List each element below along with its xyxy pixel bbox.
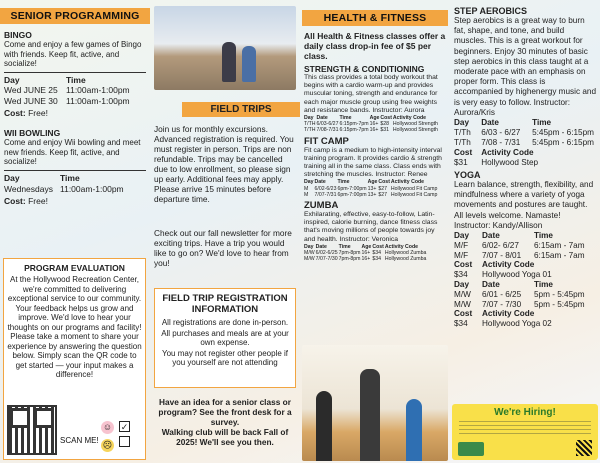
zumba-schedule	[304, 244, 427, 263]
cost-header: Cost	[454, 309, 473, 319]
activity-code-cell: Hollywood Zumba	[384, 256, 427, 263]
cost-header: Cost	[454, 148, 473, 158]
divider	[4, 72, 146, 73]
day-cell: M/W	[304, 250, 315, 257]
registration-line: You may not register other people if you yourself are not attending	[161, 348, 288, 367]
activity-code-header: Activity Code	[481, 148, 534, 158]
cost-label: Cost:	[4, 196, 26, 207]
day-cell: Wednesdays	[4, 183, 53, 194]
day-cell: M/F	[454, 240, 469, 250]
column-health-fitness	[300, 0, 450, 463]
bingo-title: BINGO	[4, 30, 32, 40]
cost-cell: $34	[372, 250, 381, 257]
checkbox-empty-icon	[119, 436, 130, 447]
registration-title: FIELD TRIP REGISTRATION INFORMATION	[162, 293, 288, 315]
time-cell: 11:00am-1:00pm	[66, 85, 130, 96]
age-cell: 16+	[361, 256, 371, 263]
activity-code-cell: Hollywood Zumba	[384, 250, 427, 257]
date-cell: 7/07 - 8/01	[482, 250, 522, 260]
day-cell: T/Th	[454, 138, 471, 148]
time-cell: 5pm - 5:45pm	[534, 299, 585, 309]
person-figure	[406, 399, 422, 461]
table-row	[454, 270, 587, 280]
age-cell: 16+	[361, 250, 371, 257]
date-cell: 6/01 - 6/25	[482, 289, 522, 299]
cost-header: Cost	[378, 179, 390, 186]
day-cell: M/W	[454, 299, 471, 309]
table-row	[454, 128, 596, 138]
day-cell: Wed JUNE 30	[4, 95, 58, 106]
age-cell: 16+	[369, 127, 379, 134]
step-schedule	[454, 118, 596, 168]
rating-icons	[100, 417, 144, 453]
cost-header: Cost	[380, 115, 392, 122]
wii-title: WII BOWLING	[4, 128, 61, 139]
date-cell: 6/02-6/23	[314, 185, 337, 192]
cost-cell: $31	[454, 158, 468, 168]
day-cell: M/W	[304, 256, 315, 263]
date-cell: 6/02-6/25	[315, 250, 338, 257]
age-cell: 13+	[367, 185, 377, 192]
day-cell: M/W	[454, 289, 471, 299]
day-cell: T/TH	[304, 127, 316, 134]
age-header: Age	[369, 115, 380, 122]
date-header: Date	[315, 243, 327, 250]
time-cell: 6:15am - 7am	[534, 240, 585, 250]
activity-code-header: Activity Code	[392, 115, 427, 122]
time-cell: 7pm-8pm	[338, 250, 361, 257]
activity-code-cell: Hollywood Fit Camp	[390, 191, 438, 198]
wii-section	[0, 128, 150, 167]
bingo-description: Come and enjoy a few games of Bingo with friends. Keep fit, active, and socialize!	[4, 40, 142, 69]
day-header: Day	[454, 231, 470, 241]
date-header: Date	[481, 118, 499, 128]
table-row	[304, 256, 427, 262]
day-cell: T/Th	[454, 128, 471, 138]
table-row	[454, 158, 596, 168]
day-cell: M/F	[454, 250, 469, 260]
column-senior-programming	[0, 0, 150, 463]
wii-description: Come and enjoy Wii bowling and meet new friends. Keep fit, active, and socialize!	[4, 138, 141, 167]
date-header: Date	[482, 280, 500, 290]
activity-code-header: Activity Code	[384, 243, 419, 250]
table-row	[304, 127, 439, 133]
table-row	[454, 138, 596, 148]
cost-header: Cost	[454, 260, 473, 270]
fitcamp-schedule	[304, 179, 438, 198]
yoga-title: YOGA	[454, 170, 481, 181]
activity-code-header: Activity Code	[390, 179, 425, 186]
evaluation-text: At the Hollywood Recreation Center, we're committed to delivering exceptional service to our community. Your feedback helps us grow and improve. We'd love to hear your thoughts on our programs and facility! Please take a moment to share your experience by answering the question below. Simply scan the QR code to get started — your input makes a difference!	[7, 275, 142, 379]
day-cell: M	[304, 185, 309, 192]
fitness-class-photo	[302, 345, 448, 461]
table-row	[4, 96, 132, 107]
zumba-title: ZUMBA	[304, 200, 339, 212]
drop-in-fee-note: All Health & Fitness classes offer a daily class drop-in fee of $5 per class.	[304, 31, 446, 61]
date-cell: 6/03 - 6/27	[481, 128, 521, 138]
divider	[4, 170, 146, 171]
cost-cell: $31	[380, 127, 390, 134]
bingo-section	[0, 30, 150, 69]
time-cell: 11:00am-1:00pm	[66, 95, 130, 106]
day-header: Day	[454, 280, 470, 290]
field-trips-header: FIELD TRIPS	[182, 102, 300, 117]
cost-header: Cost	[372, 243, 384, 250]
table-row	[4, 184, 126, 195]
time-cell: 5:45pm - 6:15pm	[532, 128, 594, 138]
cost-cell: $27	[378, 185, 388, 192]
step-description: Step aerobics is a great way to burn fat, shape, and tone, and build muscles. This is a great workout for beginners. Enjoy 30 minutes of basic step aerobics in this class taught at a moderate pace with an emphasis on proper form. This class is accompanied by highenergy music and is very easy to follow. Instructor: Aurora/Kris	[454, 16, 597, 117]
scan-me-label: SCAN ME!	[60, 436, 99, 445]
person-figure	[242, 46, 256, 82]
day-header: Day	[304, 115, 314, 122]
hiring-title: We're Hiring!	[494, 407, 556, 418]
registration-line: All registrations are done in-person.	[161, 318, 289, 327]
age-cell: 13+	[367, 191, 377, 198]
city-logo-icon	[458, 442, 484, 456]
column-field-trips	[150, 0, 300, 463]
table-row	[454, 290, 587, 300]
activity-code-header: Activity Code	[482, 260, 535, 270]
neutral-face-icon: ☹	[102, 440, 113, 450]
time-cell: 6:15pm-7pm	[339, 121, 369, 128]
cost-cell: $34	[454, 319, 468, 329]
date-header: Date	[314, 179, 326, 186]
activity-code-cell: Hollywood Step	[481, 158, 539, 168]
fitcamp-section	[300, 136, 450, 198]
date-cell: 7/08 - 7/31	[481, 138, 521, 148]
time-header: Time	[534, 231, 553, 241]
age-header: Age	[367, 179, 378, 186]
date-cell: 6/03-6/27	[316, 121, 339, 128]
table-row	[304, 192, 438, 198]
table-row	[454, 319, 587, 329]
day-cell: Wed JUNE 25	[4, 85, 58, 96]
wii-cost	[4, 196, 146, 206]
checkbox-checked-icon: ✓	[120, 422, 129, 432]
fitcamp-description: Fit camp is a medium to high-intensity interval training program. It provides cardio & strength training all in the same class. Class ends with stretching the muscles. Instructor: Renee	[304, 146, 442, 179]
activity-code-cell: Hollywood Yoga 01	[482, 270, 552, 280]
walking-club-note: Walking club will be back Fall of 2025! We'll see you then.	[161, 427, 289, 447]
day-cell: T/TH	[304, 121, 316, 128]
date-header: Date	[316, 115, 328, 122]
cost-value: Free!	[28, 196, 48, 207]
time-cell: 11:00am-1:00pm	[60, 183, 124, 194]
table-row	[454, 241, 587, 251]
time-cell: 5:45pm - 6:15pm	[532, 138, 594, 148]
date-cell: 7/07-7/30	[315, 256, 338, 263]
date-cell: 7/07 - 7/30	[482, 299, 522, 309]
time-cell: 6pm-7:00pm	[337, 185, 367, 192]
hiring-banner[interactable]	[452, 404, 598, 460]
fitcamp-title: FIT CAMP	[304, 135, 349, 147]
cost-cell: $27	[378, 191, 388, 198]
activity-code-header: Activity Code	[482, 309, 535, 319]
strength-description: This class provides a total body workout that begins with a cardio warm-up and provides muscular toning, strength and endurance for each major muscle group using free weights and resistance bands. Instructor: Aurora	[304, 74, 438, 114]
table-row	[454, 251, 587, 261]
date-cell: 7/08-7/31	[316, 127, 339, 134]
evaluation-title: PROGRAM EVALUATION	[24, 263, 125, 273]
day-cell: M	[304, 191, 309, 198]
senior-idea-note: Have an idea for a senior class or program? See the front desk for a survey.	[158, 397, 292, 427]
bingo-schedule	[4, 75, 132, 107]
time-header: Time	[60, 173, 80, 184]
cost-label: Cost:	[4, 108, 26, 119]
activity-code-cell: Hollywood Strength	[392, 121, 438, 128]
program-evaluation-box	[3, 258, 146, 460]
activity-code-cell: Hollywood Fit Camp	[390, 185, 438, 192]
day-header: Day	[4, 74, 20, 85]
person-figure	[222, 42, 236, 82]
table-row	[454, 300, 587, 310]
health-fitness-header: HEALTH & FITNESS	[302, 10, 448, 26]
time-header: Time	[534, 280, 553, 290]
registration-line: All purchases and meals are at your own expense.	[161, 328, 289, 347]
date-cell: 7/07-7/31	[314, 191, 337, 198]
time-cell: 7pm-8pm	[338, 256, 361, 263]
date-cell: 6/02- 6/27	[482, 240, 519, 250]
time-cell: 5pm - 5:45pm	[534, 289, 585, 299]
time-header: Time	[532, 118, 552, 128]
step-section	[450, 6, 600, 168]
day-header: Day	[304, 179, 314, 186]
strength-title: STRENGTH & CONDITIONING	[304, 64, 425, 74]
strength-section	[300, 64, 450, 134]
qr-code-icon[interactable]	[576, 440, 592, 456]
senior-programming-header: SENIOR PROGRAMMING	[0, 8, 150, 24]
day-header: Day	[4, 173, 20, 184]
date-header: Date	[482, 231, 500, 241]
time-header: Time	[66, 74, 86, 85]
happy-face-icon: ☺	[102, 422, 113, 432]
yoga-description: Learn balance, strength, flexibility, and mindfulness where a variety of yoga movements and postures are taught. All levels welcome. Namaste! Instructor: Kandy/Allison	[454, 180, 594, 230]
table-row	[304, 186, 438, 192]
column-step-yoga	[450, 0, 600, 463]
time-header: Time	[337, 179, 350, 186]
cost-cell: $34	[372, 256, 381, 263]
time-header: Time	[338, 243, 351, 250]
field-trips-info: Join us for monthly excursions. Advanced registration is required. You must register in person. Trips are non refundable. Trips may be cancelled due to low enrollment, so please sign up early. Additional fees may apply. Please arrive 15 minutes before departure time.	[154, 124, 294, 204]
cost-value: Free!	[28, 108, 48, 119]
yoga-section	[450, 170, 600, 329]
activity-code-cell: Hollywood Yoga 02	[482, 319, 552, 329]
zumba-section	[300, 200, 450, 262]
yoga-schedule-1	[454, 231, 587, 329]
cost-cell: $34	[454, 270, 468, 280]
age-cell: 16+	[369, 121, 379, 128]
zumba-description: Exhilarating, effective, easy-to-follow, Latin-inspired, calorie burning, dance fitness class that's moving millions of people towards joy and health. Instructor: Veronica	[304, 211, 438, 243]
hiring-fine-print	[459, 421, 591, 437]
day-header: Day	[454, 118, 470, 128]
day-header: Day	[304, 243, 314, 250]
person-figure	[360, 369, 380, 461]
time-header: Time	[339, 115, 352, 122]
person-figure	[316, 391, 332, 461]
time-cell: 6:15am - 7am	[534, 250, 585, 260]
time-cell: 6pm-7:00pm	[337, 191, 367, 198]
cost-cell: $28	[380, 121, 390, 128]
wii-schedule	[4, 173, 126, 194]
table-row	[4, 85, 132, 96]
strength-schedule	[304, 115, 439, 134]
time-cell: 6:15pm-7pm	[339, 127, 369, 134]
field-trips-more: Check out our fall newsletter for more exciting trips. Have a trip you would like to go on? We'd love to hear from you!	[154, 228, 292, 268]
qr-code-icon[interactable]	[7, 405, 57, 455]
bingo-cost	[4, 108, 146, 118]
registration-info-box	[154, 288, 296, 388]
field-trip-photo	[154, 6, 296, 90]
age-header: Age	[361, 243, 372, 250]
step-title: STEP AEROBICS	[454, 6, 528, 16]
activity-code-cell: Hollywood Strength	[392, 127, 438, 134]
